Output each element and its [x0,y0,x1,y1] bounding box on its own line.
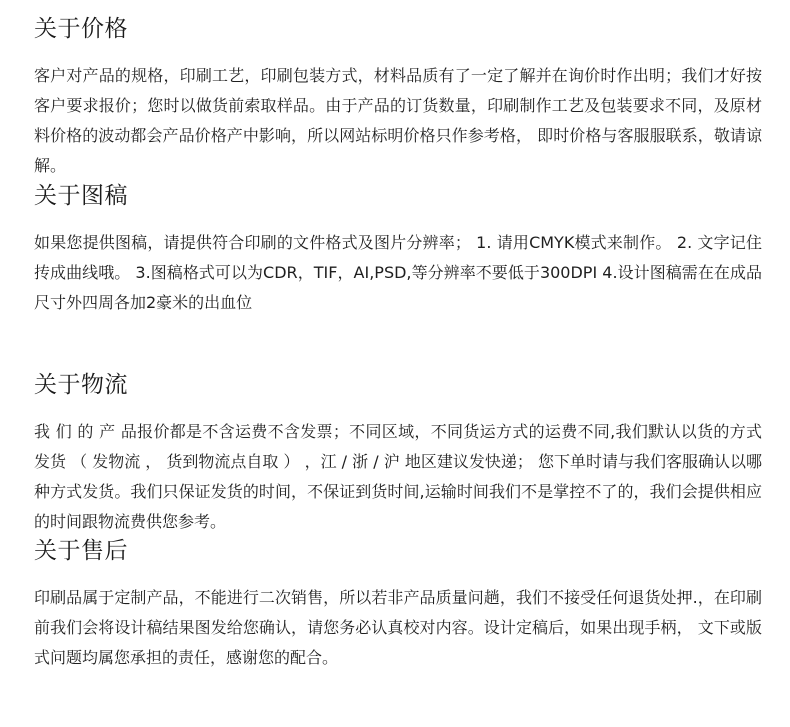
section-price-body: 客户对产品的规格，印刷工艺，印刷包装方式，材料品质有了一定了解并在询价时作出明；我们才好按客户要求报价；您时以做货前索取样品。由于产品的订货数量，印刷制作工艺及包装要求不同，及原材料价格的波动都会产品价格产中影响，所以网站标明价格只作参考格， 即时价格与客服服联系，敬请谅解。 [34,66,762,175]
section-aftersale [34,536,762,673]
section-aftersale-title: 关于售后 [34,538,128,564]
section-artwork-title: 关于图稿 [34,183,128,209]
section-logistics-title: 关于物流 [34,372,128,398]
section-aftersale-body: 印刷品属于定制产品，不能进行二次销售，所以若非产品质量问趟，我们不接受任何退货处押.，在印刷前我们会将设计稿结果图发给您确认，请您务必认真校对内容。设计定稿后，如果出现手柄， 文下或版式问题均属您承担的责任，感谢您的配合。 [34,588,762,667]
section-logistics-body: 我 们 的 产 品报价都是不含运费不含发票；不同区域，不同货运方式的运费不同,我们默认以货的方式发货 （ 发物流 ， 货到物流点自取 ） ，江 / 浙 / 沪 地区建议发快递； 您下单时请与我们客服确认以哪种方式发货。我们只保证发货的时间，不保证到货时间,运输时间我们不是掌控不了的，我们会提供相应的时间跟物流费供您参考。 [34,422,762,531]
section-price-title: 关于价格 [34,16,128,42]
section-price [34,14,762,181]
section-artwork-body: 如果您提供图稿，请提供符合印刷的文件格式及图片分辨率； 1. 请用CMYK模式来制作。 2. 文字记住抟成曲线哦。 3.图稿格式可以为CDR，TIF，AI,PSD,等分辨率不要低于300DPI 4.设计图稿需在在成品尺寸外四周各加2豪米的出血位 [34,233,762,312]
section-artwork [34,181,762,318]
section-logistics [34,370,762,537]
